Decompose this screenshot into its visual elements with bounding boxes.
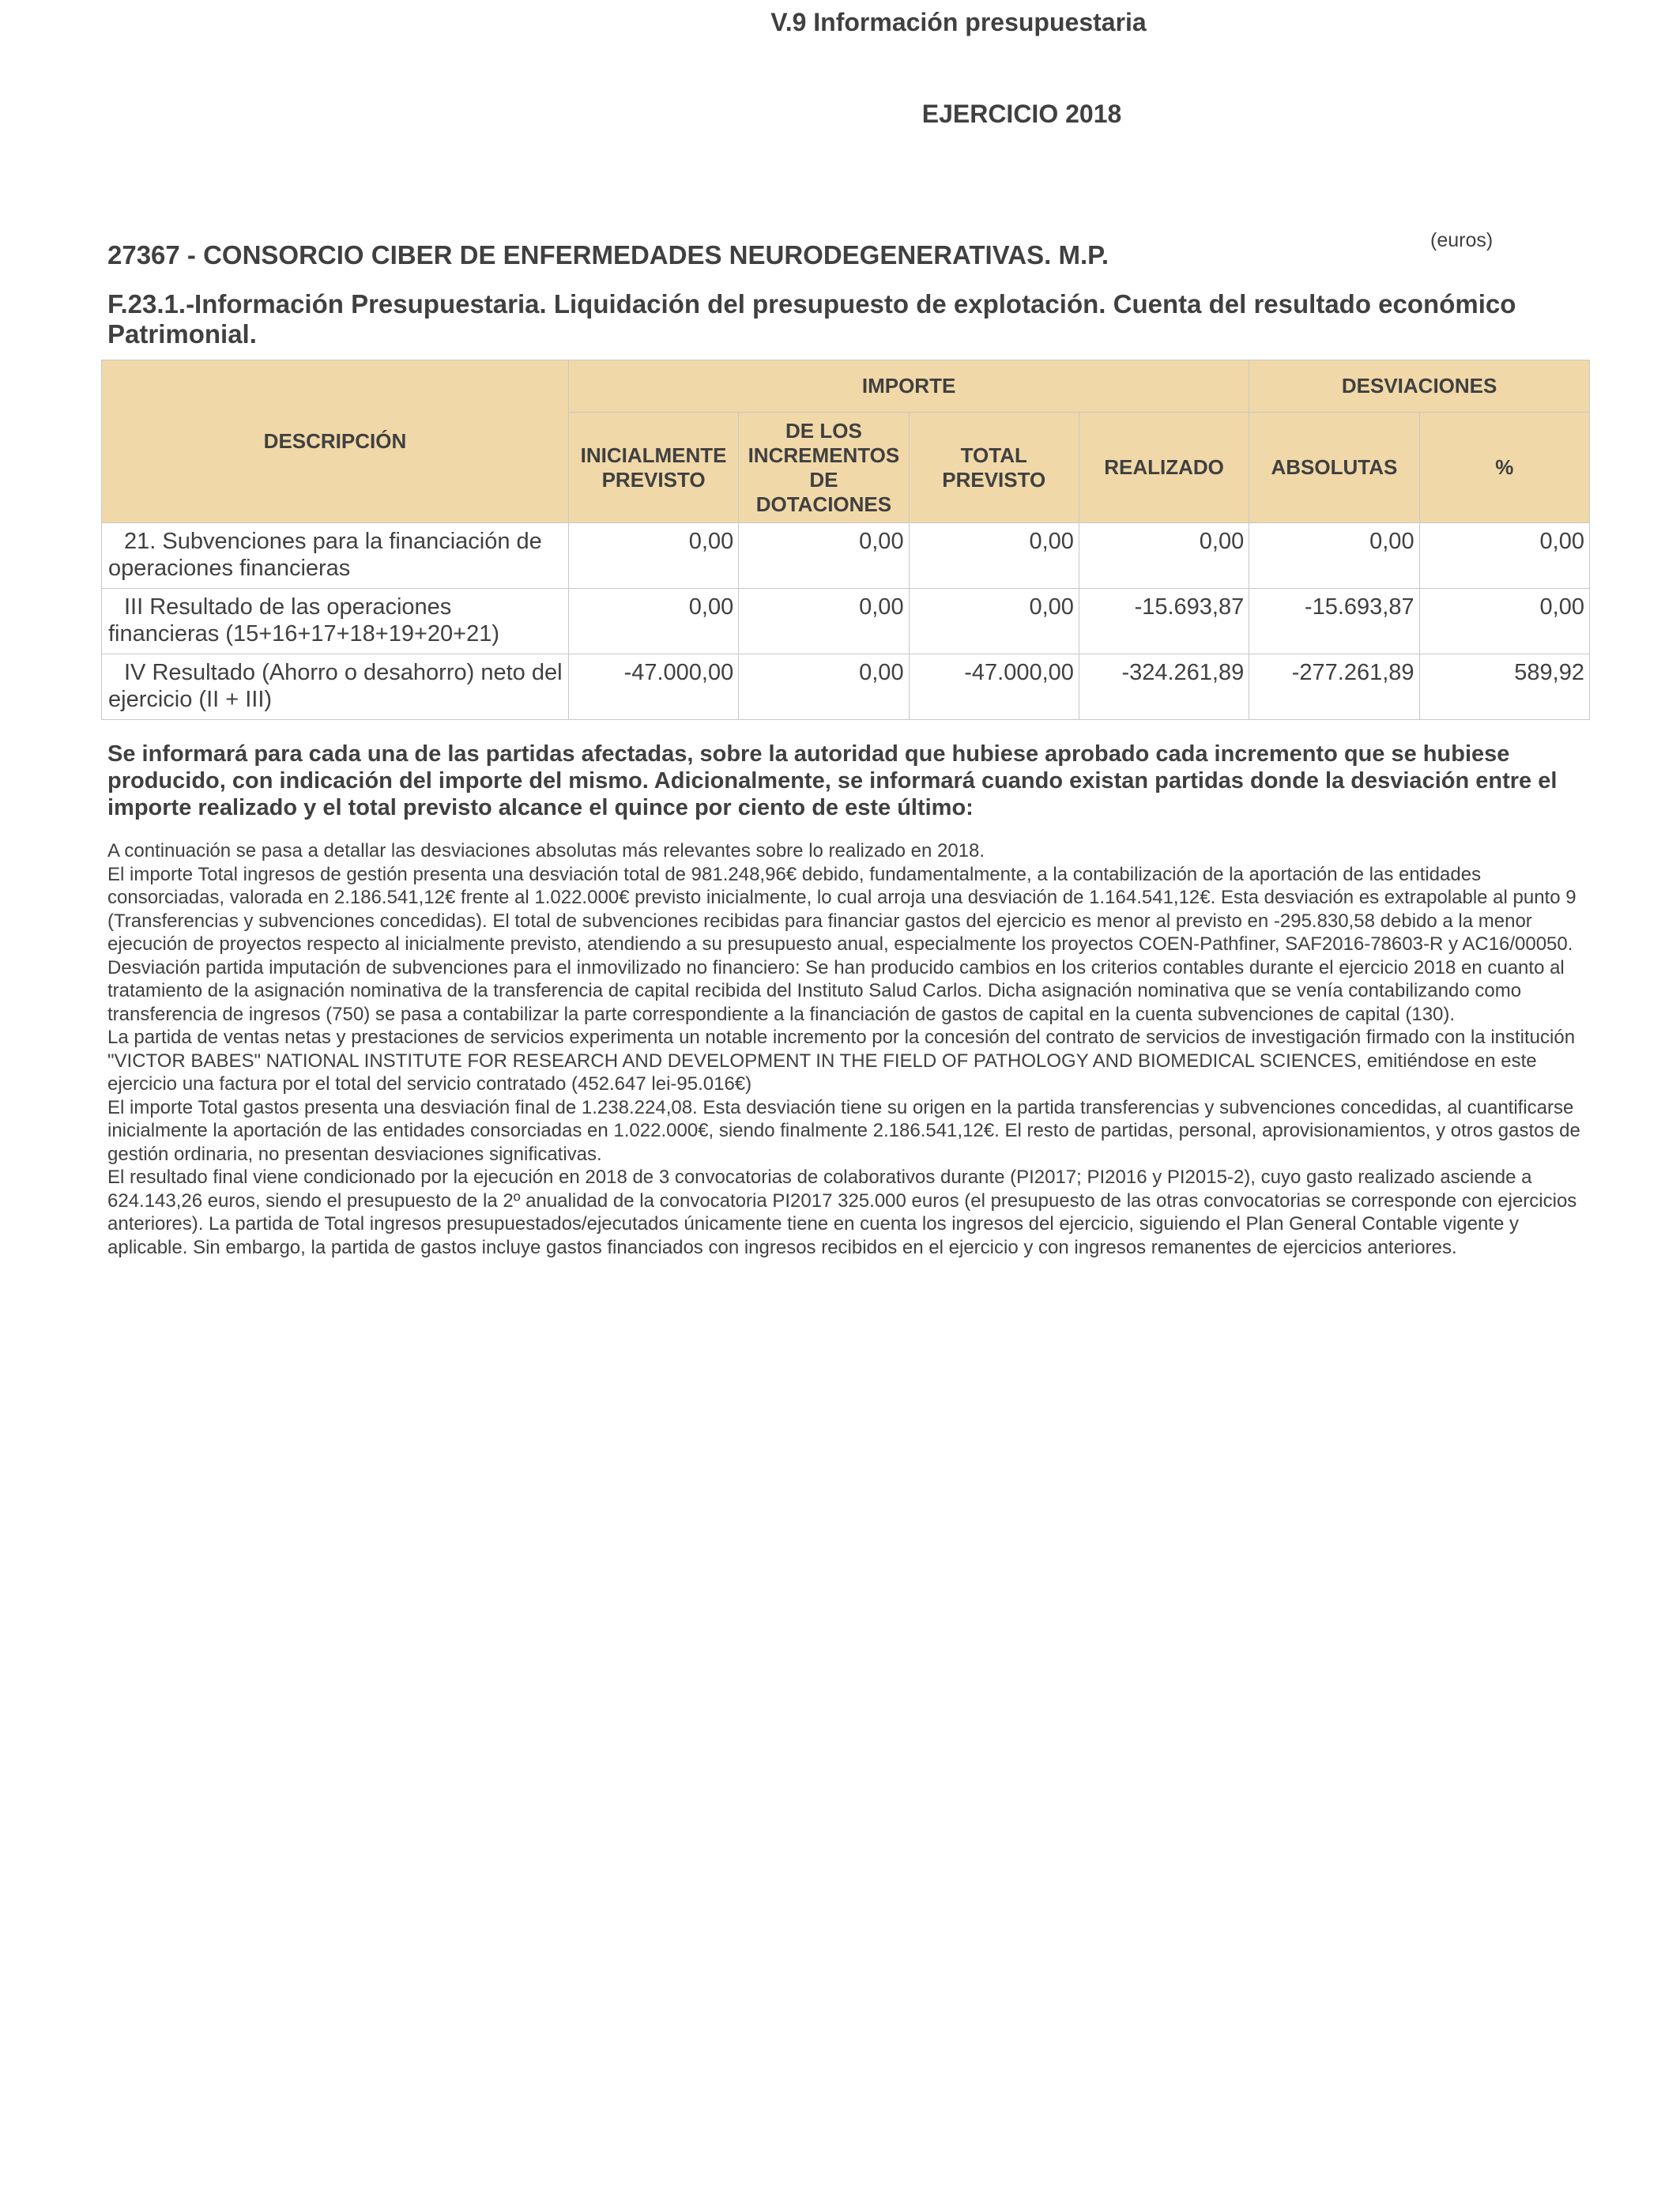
entity-title: 27367 - CONSORCIO CIBER DE ENFERMEDADES NEURODEGENERATIVAS. M.P. <box>107 240 1109 270</box>
cell-percent: 0,00 <box>1419 523 1589 589</box>
header-inicialmente-previsto: INICIALMENTE PREVISTO <box>568 413 738 523</box>
header-percent: % <box>1419 413 1589 523</box>
paragraph: A continuación se pasa a detallar las desviaciones absolutas más relevantes sobre lo realizado en 2018. <box>107 840 985 861</box>
header-desviaciones: DESVIACIONES <box>1249 360 1590 413</box>
explanation-text <box>107 839 1593 1259</box>
table-row <box>102 589 1590 654</box>
cell-realizado: -15.693,87 <box>1079 589 1249 654</box>
table-row <box>102 654 1590 720</box>
paragraph: El importe Total ingresos de gestión presenta una desviación total de 981.248,96€ debido, fundamentalmente, a la contabilización de la aportación de las entidades consorciadas, valorada en 2.186.541,12€ frente al 1.022.000€ previsto inicialmente, lo cual arroja una desviación de 1.164.541,12€. Esta desviación es extrapolable al punto 9 (Transferencias y subvenciones concedidas). El total de subvenciones recibidas para financiar gastos del ejercicio es menor al previsto en -295.830,58 debido a la menor ejecución de proyectos respecto al inicialmente previsto, atendiendo a su presupuesto anual, especialmente los proyectos COEN-Pathfiner, SAF2016-78603-R y AC16/00050. <box>107 863 1576 955</box>
cell-total: -47.000,00 <box>909 654 1079 720</box>
cell-realizado: 0,00 <box>1079 523 1249 589</box>
cell-percent: 0,00 <box>1419 589 1589 654</box>
header-total-previsto: TOTAL PREVISTO <box>909 413 1079 523</box>
section-title: V.9 Información presupuestaria <box>770 8 1147 36</box>
paragraph: La partida de ventas netas y prestaciones de servicios experimenta un notable incremento por la concesión del contrato de servicios de investigación firmado con la institución "VICTOR BABES" NATIONAL INSTITUTE FOR RESEARCH AND DEVELOPMENT IN THE FIELD OF PATHOLOGY AND BIOMEDICAL SCIENCES, emitiéndose en este ejercicio una factura por el total del servicio contratado (452.647 lei-95.016€) <box>107 1027 1576 1095</box>
row-description: 21. Subvenciones para la financiación de operaciones financieras <box>102 523 569 589</box>
cell-absolutas: -277.261,89 <box>1249 654 1419 720</box>
budget-table <box>101 360 1590 720</box>
cell-total: 0,00 <box>909 523 1079 589</box>
cell-incrementos: 0,00 <box>739 654 909 720</box>
cell-percent: 589,92 <box>1419 654 1589 720</box>
table-subtitle: F.23.1.-Información Presupuestaria. Liquidación del presupuesto de explotación. Cuenta del resultado económico Patrimonial. <box>107 289 1516 349</box>
paragraph: El resultado final viene condicionado por la ejecución en 2018 de 3 convocatorias de colaborativos durante (PI2017; PI2016 y PI2015-2), cuyo gasto realizado asciende a 624.143,26 euros, siendo el presupuesto de la 2º anualidad de la convocatoria PI2017 325.000 euros (el presupuesto de las otras convocatorias se corresponde con ejercicios anteriores). La partida de Total ingresos presupuestados/ejecutados únicamente tiene en cuenta los ingresos del ejercicio, siguiendo el Plan General Contable vigente y aplicable. Sin embargo, la partida de gastos incluye gastos financiados con ingresos recibidos en el ejercicio y con ingresos remanentes de ejercicios anteriores. <box>107 1167 1577 1258</box>
note-heading: Se informará para cada una de las partidas afectadas, sobre la autoridad que hubiese aprobado cada incremento que se hubiese producido, con indicación del importe del mismo. Adicionalmente, se informará cuando existan partidas donde la desviación entre el importe realizado y el total previsto alcance el quince por ciento de este último: <box>107 741 1558 820</box>
cell-absolutas: 0,00 <box>1249 523 1419 589</box>
units-label: (euros) <box>1430 229 1494 251</box>
cell-inicial: -47.000,00 <box>568 654 738 720</box>
table-row <box>102 523 1590 589</box>
header-importe: IMPORTE <box>568 360 1249 413</box>
cell-inicial: 0,00 <box>568 589 738 654</box>
cell-realizado: -324.261,89 <box>1079 654 1249 720</box>
cell-inicial: 0,00 <box>568 523 738 589</box>
cell-incrementos: 0,00 <box>739 523 909 589</box>
header-descripcion: DESCRIPCIÓN <box>102 360 569 523</box>
row-description: III Resultado de las operaciones financieras (15+16+17+18+19+20+21) <box>102 589 569 654</box>
paragraph: Desviación partida imputación de subvenciones para el inmovilizado no financiero: Se han producido cambios en los criterios contables durante el ejercicio 2018 en cuanto al tratamiento de la asignación nominativa de la transferencia de capital recibida del Instituto Salud Carlos. Dicha asignación nominativa que se venía contabilizando como transferencia de ingresos (750) se pasa a contabilizar la parte correspondiente a la financiación de gastos de capital en la cuenta subvenciones de capital (130). <box>107 956 1565 1025</box>
header-realizado: REALIZADO <box>1079 413 1249 523</box>
cell-total: 0,00 <box>909 589 1079 654</box>
cell-absolutas: -15.693,87 <box>1249 589 1419 654</box>
paragraph: El importe Total gastos presenta una desviación final de 1.238.224,08. Esta desviación tiene su origen en la partida transferencias y subvenciones concedidas, al cuantificarse inicialmente la aportación de las entidades consorciadas en 1.022.000€, siendo finalmente 2.186.541,12€. El resto de partidas, personal, aprovisionamientos, y otros gastos de gestión ordinaria, no presentan desviaciones significativas. <box>107 1096 1580 1165</box>
exercise-title: EJERCICIO 2018 <box>921 100 1122 128</box>
cell-incrementos: 0,00 <box>739 589 909 654</box>
header-absolutas: ABSOLUTAS <box>1249 413 1419 523</box>
row-description: IV Resultado (Ahorro o desahorro) neto del ejercicio (II + III) <box>102 654 569 720</box>
header-incrementos: DE LOS INCREMENTOS DE DOTACIONES <box>739 413 909 523</box>
